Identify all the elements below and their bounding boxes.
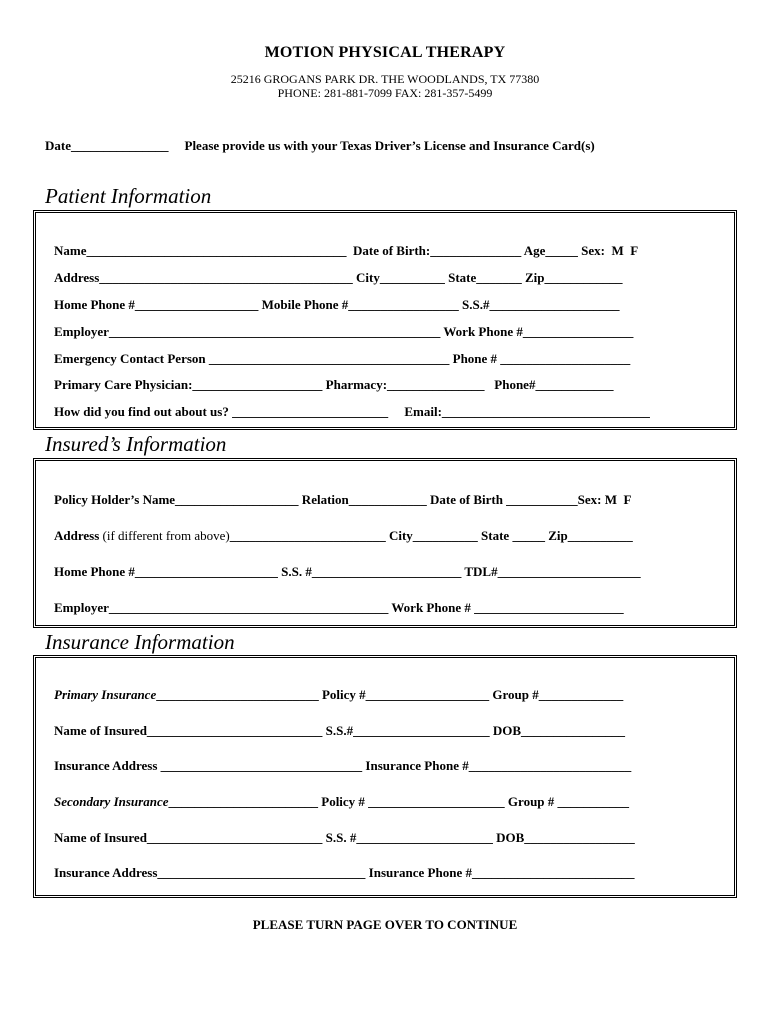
secondary-insured-name-row[interactable]: Name of Insured___________________________ S.S. #_____________________ DOB_________________ (54, 830, 635, 845)
date-field[interactable]: Date_______________ (45, 138, 169, 153)
insured-phone-row[interactable]: Home Phone #______________________ S.S. #_______________________ TDL#______________________ (54, 564, 641, 579)
primary-insurance-row[interactable]: Primary Insurance_________________________ Policy #___________________ Group #_____________ (54, 687, 624, 702)
insured-address-row[interactable]: Address (if different from above)________________________ City__________ State _____ Zip__________ (54, 528, 633, 543)
practice-phone: PHONE: 281-881-7099 FAX: 281-357-5499 (277, 86, 493, 100)
date-row (45, 138, 595, 154)
patient-employer-row[interactable]: Employer___________________________________________________ Work Phone #_________________ (54, 324, 634, 339)
secondary-insurance-row[interactable]: Secondary Insurance_______________________ Policy # _____________________ Group # ___________ (54, 794, 630, 809)
patient-section-title: Patient Information (45, 184, 212, 208)
practice-address: 25216 GROGANS PARK DR. THE WOODLANDS, TX 77380 (230, 72, 540, 86)
patient-name-row[interactable]: Name________________________________________ Date of Birth:______________ Age_____ Sex: M F (54, 243, 639, 258)
secondary-insurance-address-row[interactable]: Insurance Address________________________________ Insurance Phone #_________________________ (54, 865, 635, 880)
insurance-section-title: Insurance Information (45, 630, 235, 654)
emergency-contact-row[interactable]: Emergency Contact Person _____________________________________ Phone # ____________________ (54, 351, 631, 366)
primary-insurance-address-row[interactable]: Insurance Address _______________________________ Insurance Phone #_________________________ (54, 758, 632, 773)
patient-info-box (33, 210, 737, 430)
insurance-info-box (33, 655, 737, 898)
form-header (0, 44, 770, 100)
insured-info-box (33, 458, 737, 628)
insured-section-title: Insured’s Information (45, 432, 227, 456)
patient-phone-row[interactable]: Home Phone #___________________ Mobile Phone #_________________ S.S.#____________________ (54, 297, 620, 312)
license-notice: Please provide us with your Texas Driver’s License and Insurance Card(s) (184, 138, 595, 153)
primary-insured-name-row[interactable]: Name of Insured___________________________ S.S.#_____________________ DOB________________ (54, 723, 626, 738)
patient-address-row[interactable]: Address_______________________________________ City__________ State_______ Zip____________ (54, 270, 623, 285)
practice-name: MOTION PHYSICAL THERAPY (264, 44, 506, 61)
referral-email-row[interactable]: How did you find out about us? ________________________ Email:________________________________ (54, 404, 650, 419)
policy-holder-row[interactable]: Policy Holder’s Name___________________ Relation____________ Date of Birth ___________Sex: M F (54, 492, 632, 507)
continue-notice: PLEASE TURN PAGE OVER TO CONTINUE (252, 917, 518, 932)
insured-employer-row[interactable]: Employer___________________________________________ Work Phone # _______________________ (54, 600, 624, 615)
physician-row[interactable]: Primary Care Physician:____________________ Pharmacy:_______________ Phone#____________ (54, 377, 614, 392)
